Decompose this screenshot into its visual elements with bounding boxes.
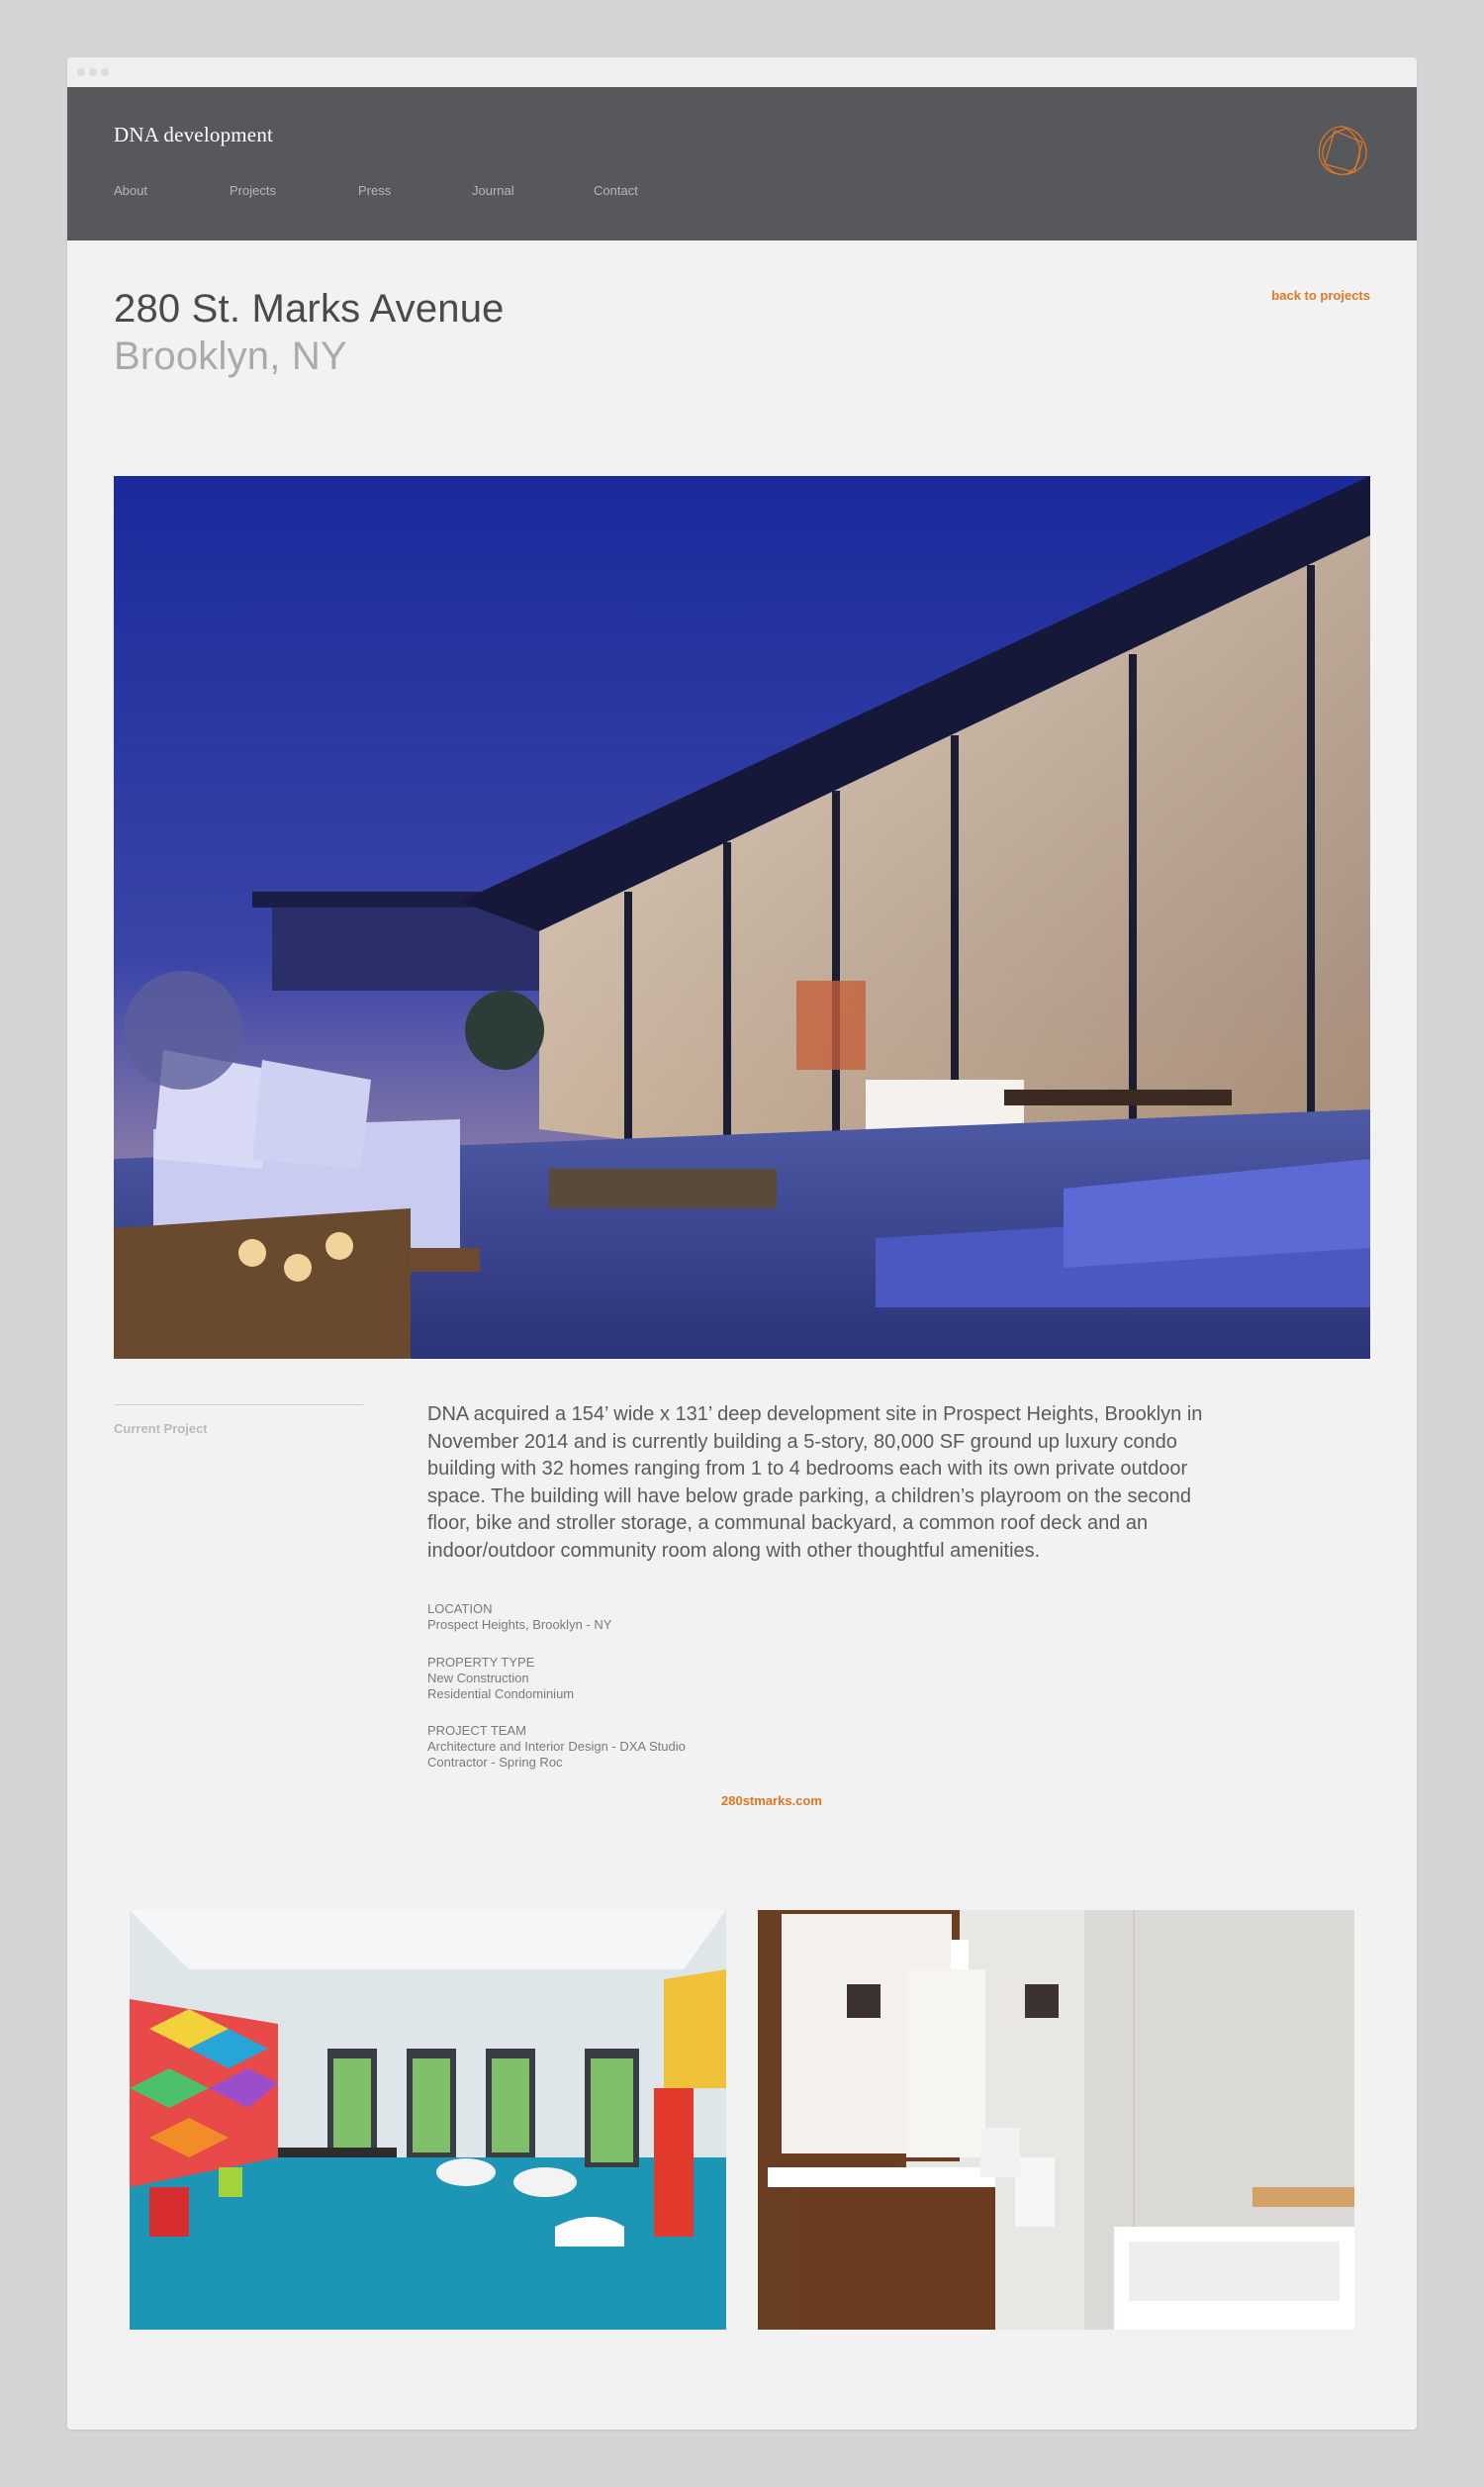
window-dot-icon[interactable]: [77, 68, 85, 76]
sidebar-divider: [114, 1404, 363, 1405]
project-website-link[interactable]: 280stmarks.com: [721, 1793, 822, 1808]
project-heading: [114, 285, 505, 380]
window-dot-icon[interactable]: [101, 68, 109, 76]
gallery-image-bathroom[interactable]: [758, 1910, 1354, 2330]
back-to-projects-link[interactable]: back to projects: [1271, 288, 1370, 303]
spec-property-type: [427, 1655, 574, 1702]
spec-heading: PROJECT TEAM: [427, 1723, 526, 1738]
project-status-label: Current Project: [114, 1421, 208, 1436]
hero-image: [114, 476, 1370, 1359]
nav-item-about[interactable]: About: [114, 183, 147, 198]
spec-line: Architecture and Interior Design - DXA Studio: [427, 1739, 686, 1754]
spec-line: Residential Condominium: [427, 1686, 575, 1701]
spec-line: New Construction: [427, 1671, 529, 1685]
nav-item-journal[interactable]: Journal: [472, 183, 514, 198]
browser-window: [67, 57, 1417, 2430]
spec-location: [427, 1601, 611, 1633]
window-chrome: [67, 57, 1417, 87]
spec-line: Contractor - Spring Roc: [427, 1755, 563, 1770]
nav-item-press[interactable]: Press: [358, 183, 392, 198]
window-dot-icon[interactable]: [89, 68, 97, 76]
page-title: 280 St. Marks Avenue: [114, 287, 505, 331]
spec-heading: LOCATION: [427, 1601, 493, 1616]
nav-item-projects[interactable]: Projects: [230, 183, 276, 198]
site-header: [67, 87, 1417, 240]
brand-logo-text[interactable]: DNA development: [114, 123, 274, 146]
nav-item-contact[interactable]: Contact: [594, 183, 638, 198]
page-subtitle: Brooklyn, NY: [114, 335, 347, 378]
dna-logo-icon[interactable]: [1313, 121, 1372, 180]
spec-line: Prospect Heights, Brooklyn - NY: [427, 1617, 612, 1632]
gallery-image-playroom[interactable]: [130, 1910, 726, 2330]
project-description: DNA acquired a 154’ wide x 131’ deep development site in Prospect Heights, Brooklyn in November 2014 and is currently building a 5-story, 80,000 SF ground up luxury condo building with 32 homes ranging from 1 to 4 bedrooms each with its own private outdoor space. The building will have below grade parking, a children’s playroom on the second floor, bike and stroller storage, a communal backyard, a common roof deck and an indoor/outdoor community room along with other thoughtful amenities.: [427, 1403, 1203, 1562]
spec-project-team: [427, 1723, 686, 1770]
spec-heading: PROPERTY TYPE: [427, 1655, 535, 1670]
